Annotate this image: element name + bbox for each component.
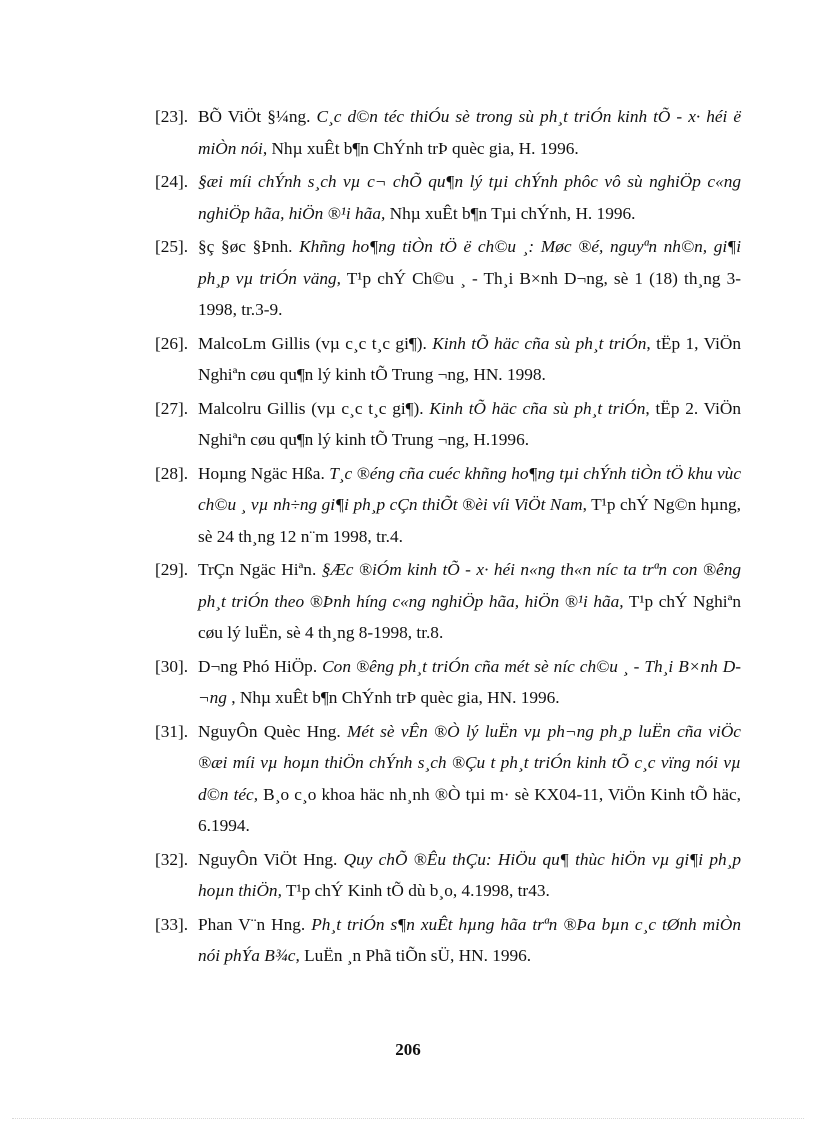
- reference-title: Con ®êng ph¸t triÓn cña mét sè níc ch©u ¸ - Th¸i B×nh D¬ng: [198, 656, 741, 707]
- reference-title: §Æc ®iÓm kinh tÕ - x· héi n«ng th«n níc ta trªn con ®êng ph¸t triÓn theo ®Þnh híng c«ng nghiÖp hãa, hiÖn ®¹i hãa,: [198, 560, 741, 611]
- reference-title: T¸c ®éng cña cuéc khñng ho¶ng tµi chÝnh tiÒn tÖ khu vùc ch©u ¸ vµ nh÷ng gi¶i ph¸p cÇn thiÕt ®èi víi ViÖt Nam: [198, 463, 741, 514]
- reference-number: [27].: [155, 398, 189, 418]
- reference-title: §æi míi chÝnh s¸ch vµ c¬ chÕ qu¶n lý tµi chÝnh phôc vô sù nghiÖp c«ng nghiÖp hãa, hiÖn ®¹i hãa,: [198, 172, 741, 223]
- reference-number: [25].: [155, 237, 189, 256]
- reference-author: NguyÔn ViÖt Hng.: [198, 849, 338, 869]
- reference-publication: , Nhµ xuÊt b¶n ChÝnh trÞ quèc gia, H. 1996.: [262, 138, 579, 158]
- reference-number: [23].: [155, 107, 189, 126]
- reference-title: Ph¸t triÓn s¶n xuÊt hµng hãa trªn ®Þa bµn c¸c tØnh miÒn nói phÝa B¾c,: [198, 914, 741, 965]
- reference-publication: , tËp 1, ViÖn Nghiªn cøu qu¶n lý kinh tÕ Trung ¬ng, HN. 1998.: [198, 333, 741, 384]
- reference-item: [155, 458, 741, 553]
- reference-publication: T¹p chÝ Kinh tÕ dù b¸o, 4.1998, tr43.: [281, 881, 550, 900]
- reference-item: [155, 909, 741, 972]
- reference-item: [155, 393, 741, 456]
- reference-title: Mét sè vÊn ®Ò lý luËn vµ ph¬ng ph¸p luËn cña viÖc ®æi míi vµ hoµn thiÖn chÝnh s¸ch ®Çu t ph¸t triÓn kinh tÕ c¸c vïng nói vµ d©n téc,: [198, 721, 741, 804]
- reference-author: D¬ng Phó HiÖp.: [198, 656, 318, 676]
- reference-publication: LuËn ¸n Phã tiÕn sÜ, HN. 1996.: [299, 946, 532, 965]
- reference-title: Kinh tÕ häc cña sù ph¸t triÓn: [429, 398, 646, 418]
- reference-item: [155, 844, 741, 907]
- reference-number: [28].: [155, 463, 189, 483]
- reference-author: §ç §øc §Þnh.: [198, 237, 293, 256]
- reference-title: Kinh tÕ häc cña sù ph¸t triÓn: [432, 333, 647, 353]
- reference-author: TrÇn Ngäc Hiªn.: [198, 560, 317, 579]
- reference-publication: T¹p chÝ Ch©u ¸ - Th¸i B×nh D¬ng, sè 1 (18) th¸ng 3-1998, tr.3-9.: [198, 268, 741, 319]
- reference-item: [155, 328, 741, 391]
- reference-author: BÕ ViÖt §¼ng.: [198, 107, 311, 126]
- reference-number: [24].: [155, 172, 189, 191]
- bottom-divider: [12, 1118, 804, 1119]
- reference-title: Quy chÕ ®Êu thÇu: HiÖu qu¶ thùc hiÖn vµ gi¶i ph¸p hoµn thiÖn,: [198, 849, 741, 900]
- reference-number: [33].: [155, 914, 189, 934]
- reference-publication: , Nhµ xuÊt b¶n ChÝnh trÞ quèc gia, HN. 1996.: [226, 688, 560, 707]
- reference-publication: , T¹p chÝ Ng©n hµng, sè 24 th¸ng 12 n¨m 1998, tr.4.: [198, 495, 741, 546]
- reference-author: Hoµng Ngäc Hßa.: [198, 463, 325, 483]
- reference-author: NguyÔn Quèc Hng.: [198, 721, 341, 741]
- reference-number: [31].: [155, 721, 189, 741]
- reference-number: [29].: [155, 560, 189, 579]
- reference-item: [155, 716, 741, 842]
- reference-title: Khñng ho¶ng tiÒn tÖ ë ch©u ¸: Møc ®é, nguyªn nh©n, gi¶i ph¸p vµ triÓn väng,: [198, 237, 741, 288]
- reference-item: [155, 101, 741, 164]
- reference-item: [155, 554, 741, 649]
- reference-number: [30].: [155, 656, 189, 676]
- reference-author: MalcoLm Gillis (vµ c¸c t¸c gi¶).: [198, 333, 427, 353]
- reference-item: [155, 166, 741, 229]
- reference-author: Phan V¨n Hng.: [198, 914, 306, 934]
- reference-publication: , tËp 2. ViÖn Nghiªn cøu qu¶n lý kinh tÕ Trung ¬ng, H.1996.: [198, 398, 741, 449]
- reference-number: [26].: [155, 333, 189, 353]
- reference-publication: T¹p chÝ Nghiªn cøu lý luËn, sè 4 th¸ng 8-1998, tr.8.: [198, 591, 741, 642]
- page-number: 206: [395, 1040, 421, 1059]
- reference-title: C¸c d©n téc thiÓu sè trong sù ph¸t triÓn kinh tÕ - x· héi ë miÒn nói: [198, 107, 742, 158]
- reference-author: Malcolru Gillis (vµ c¸c t¸c gi¶).: [198, 398, 424, 418]
- reference-item: [155, 651, 741, 714]
- reference-number: [32].: [155, 849, 189, 869]
- reference-publication: Nhµ xuÊt b¶n Tµi chÝnh, H. 1996.: [385, 203, 636, 223]
- reference-publication: B¸o c¸o khoa häc nh¸nh ®Ò tµi m· sè KX04-11, ViÖn Kinh tÕ häc, 6.1994.: [198, 784, 741, 835]
- reference-list: [155, 101, 741, 974]
- reference-item: [155, 231, 741, 326]
